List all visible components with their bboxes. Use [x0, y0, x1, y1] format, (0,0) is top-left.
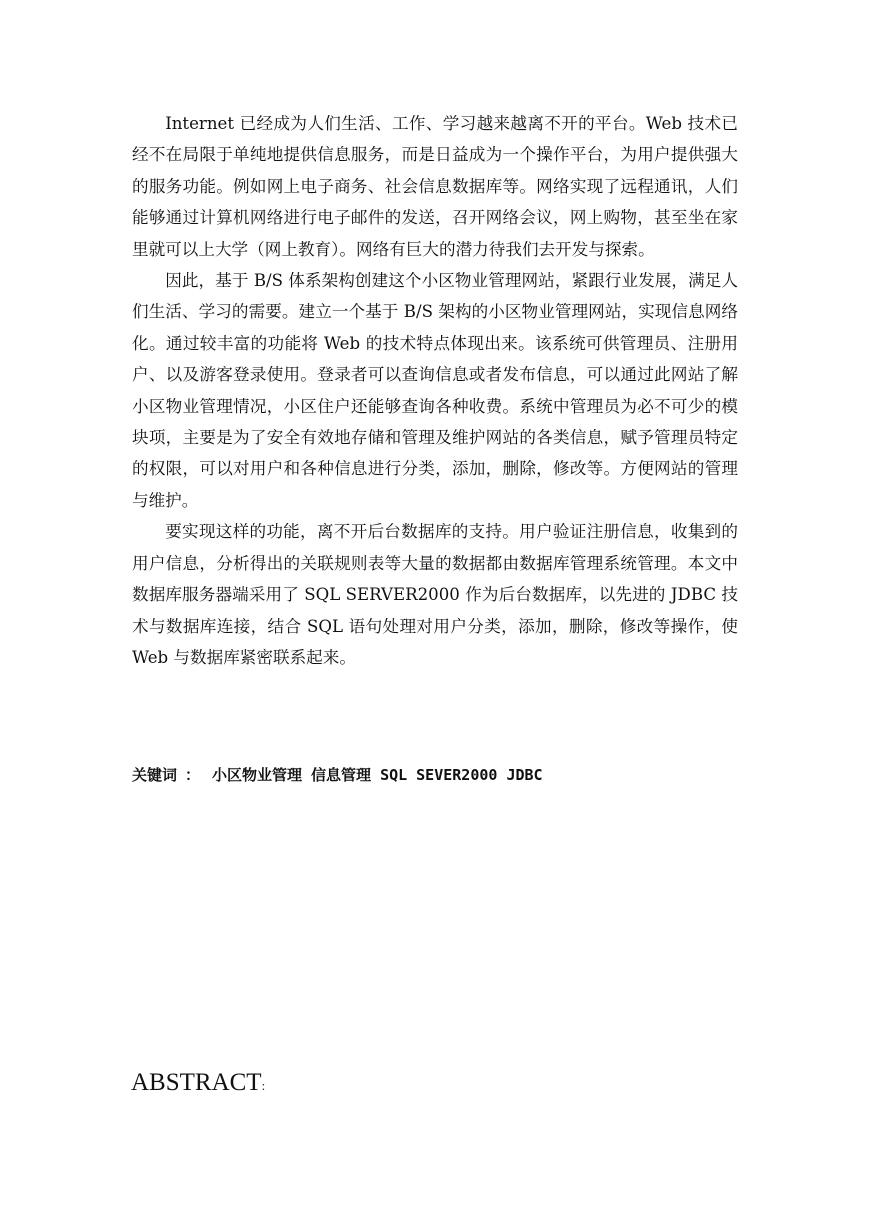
keyword-term: 信息管理: [311, 766, 372, 784]
paragraph-2: 因此，基于 B/S 体系架构创建这个小区物业管理网站，紧跟行业发展，满足人们生活、学习的需要。建立一个基于 B/S 架构的小区物业管理网站，实现信息网络化。通过较丰富的功能将 Web 的技术特点体现出来。该系统可供管理员、注册用户、以及游客登录使用。登录者可以查询信息或者发布信息，可以通过此网站了解小区物业管理情况，小区住户还能够查询各种收费。系统中管理员为必不可少的模块项，主要是为了安全有效地存储和管理及维护网站的各类信息，赋予管理员特定的权限，可以对用户和各种信息进行分类，添加，删除，修改等。方便网站的管理与维护。: [132, 271, 738, 510]
chinese-abstract-body: [132, 108, 738, 673]
keyword-term: SQL: [380, 766, 408, 784]
keywords-line: [132, 762, 738, 788]
paragraph-3: 要实现这样的功能，离不开后台数据库的支持。用户验证注册信息，收集到的用户信息，分析得出的关联规则表等大量的数据都由数据库管理系统管理。本文中数据库服务器端采用了 SQL SERVER2000 作为后台数据库，以先进的 JDBC 技术与数据库连接，结合 SQL 语句处理对用户分类，添加，删除，修改等操作，使 Web 与数据库紧密联系起来。: [132, 522, 738, 667]
keyword-term: 小区物业管理: [212, 766, 303, 784]
abstract-heading-colon: :: [261, 1078, 266, 1093]
keyword-term: JDBC: [506, 766, 543, 784]
paragraph-1: Internet 已经成为人们生活、工作、学习越来越离不开的平台。Web 技术已经不在局限于单纯地提供信息服务，而是日益成为一个操作平台，为用户提供强大的服务功能。例如网上电子商务、社会信息数据库等。网络实现了远程通讯，人们能够通过计算机网络进行电子邮件的发送，召开网络会议，网上购物，甚至坐在家里就可以上大学（网上教育）。网络有巨大的潜力待我们去开发与探索。: [132, 114, 738, 259]
keywords-label: 关键词: [132, 766, 178, 784]
keywords-colon: ：: [185, 766, 201, 784]
abstract-heading: [131, 1066, 265, 1103]
abstract-heading-text: ABSTRACT: [131, 1069, 262, 1096]
keyword-term: SEVER2000: [416, 766, 498, 784]
